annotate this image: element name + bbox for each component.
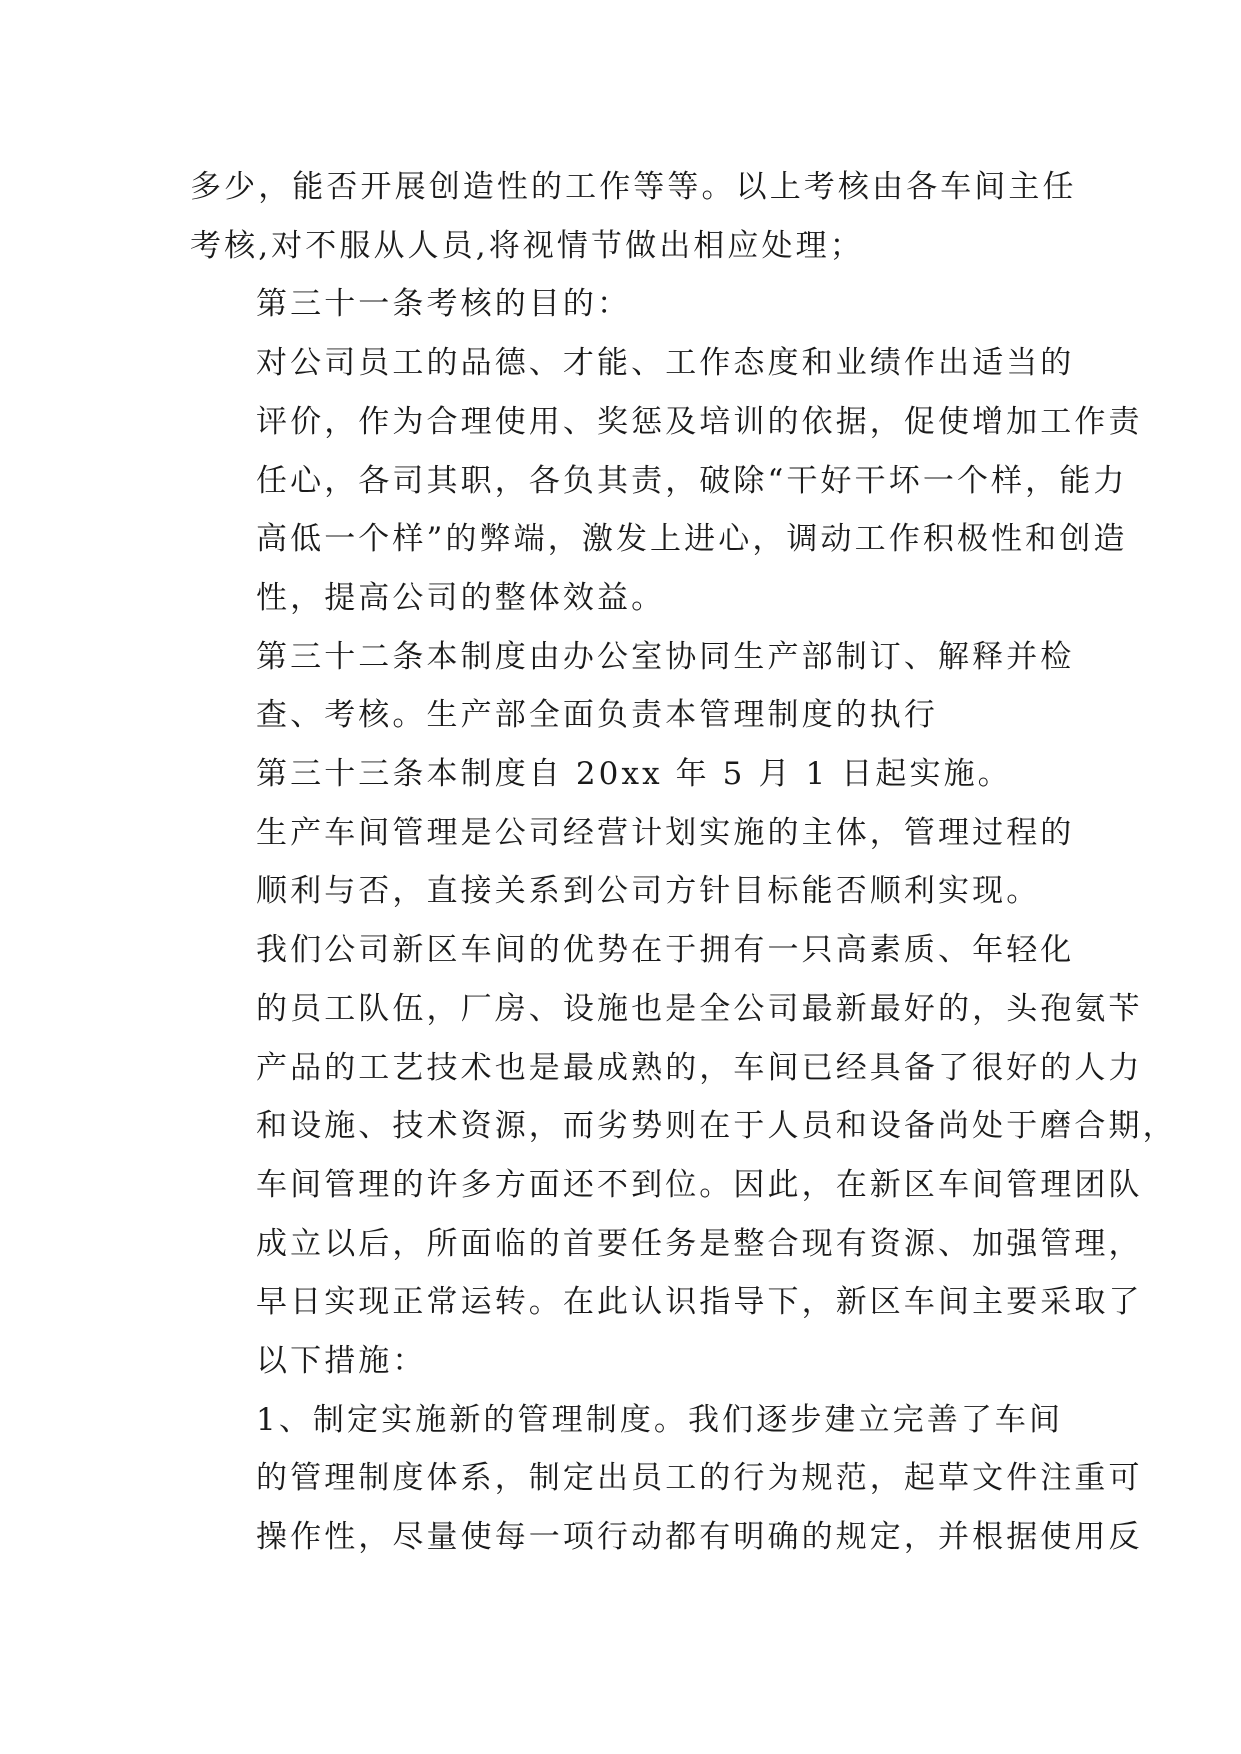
text-line: 1、制定实施新的管理制度。我们逐步建立完善了车间 (256, 1401, 1064, 1438)
text-line: 我们公司新区车间的优势在于拥有一只高素质、年轻化 (256, 932, 1075, 969)
text-line: 第三十二条本制度由办公室协同生产部制订、解释并检 (256, 638, 1075, 675)
text-line: 顺利与否，直接关系到公司方针目标能否顺利实现。 (256, 873, 1041, 910)
text-line: 生产车间管理是公司经营计划实施的主体，管理过程的 (256, 814, 1075, 851)
text-line: 高低一个样”的弊端，激发上进心，调动工作积极性和创造 (256, 521, 1128, 558)
paragraph-assessment-purpose (190, 334, 1143, 628)
text-line: 和设施、技术资源，而劣势则在于人员和设备尚处于磨合期， (256, 1108, 1177, 1145)
text-line: 查、考核。生产部全面负责本管理制度的执行 (256, 697, 938, 734)
paragraph-article-33 (190, 745, 1050, 804)
paragraph-article-32 (190, 628, 1075, 745)
text-line: 性，提高公司的整体效益。 (256, 579, 666, 616)
document-body (190, 158, 1177, 1567)
text-line: 的员工队伍，厂房、设施也是全公司最新最好的，头孢氨苄 (256, 990, 1143, 1027)
paragraph-new-workshop-advantages (190, 921, 1177, 1391)
text-line: 产品的工艺技术也是最成熟的，车间已经具备了很好的人力 (256, 1049, 1143, 1086)
text-line: 第三十一条考核的目的： (256, 286, 632, 323)
paragraph-measure-1 (190, 1391, 1143, 1567)
text-line: 早日实现正常运转。在此认识指导下，新区车间主要采取了 (256, 1284, 1143, 1321)
text-line: 车间管理的许多方面还不到位。因此，在新区车间管理团队 (256, 1166, 1143, 1203)
text-line: 操作性，尽量使每一项行动都有明确的规定，并根据使用反 (256, 1519, 1143, 1556)
paragraph-article-31-heading (190, 275, 1050, 334)
text-line: 第三十三条本制度自 20xx 年 5 月 1 日起实施。 (256, 756, 1012, 793)
paragraph-assessment-content (190, 158, 1077, 275)
text-line: 任心，各司其职，各负其责，破除“干好干坏一个样，能力 (256, 462, 1128, 499)
text-line: 对公司员工的品德、才能、工作态度和业绩作出适当的 (256, 345, 1075, 382)
paragraph-workshop-management-intro (190, 804, 1075, 921)
text-line: 的管理制度体系，制定出员工的行为规范，起草文件注重可 (256, 1460, 1143, 1497)
text-line: 评价，作为合理使用、奖惩及培训的依据，促使增加工作责 (256, 403, 1143, 440)
text-line: 以下措施： (256, 1343, 427, 1380)
text-line: 考核,对不服从人员,将视情节做出相应处理； (190, 227, 864, 264)
text-line: 多少，能否开展创造性的工作等等。以上考核由各车间主任 (190, 169, 1077, 205)
text-line: 成立以后，所面临的首要任务是整合现有资源、加强管理， (256, 1225, 1143, 1262)
